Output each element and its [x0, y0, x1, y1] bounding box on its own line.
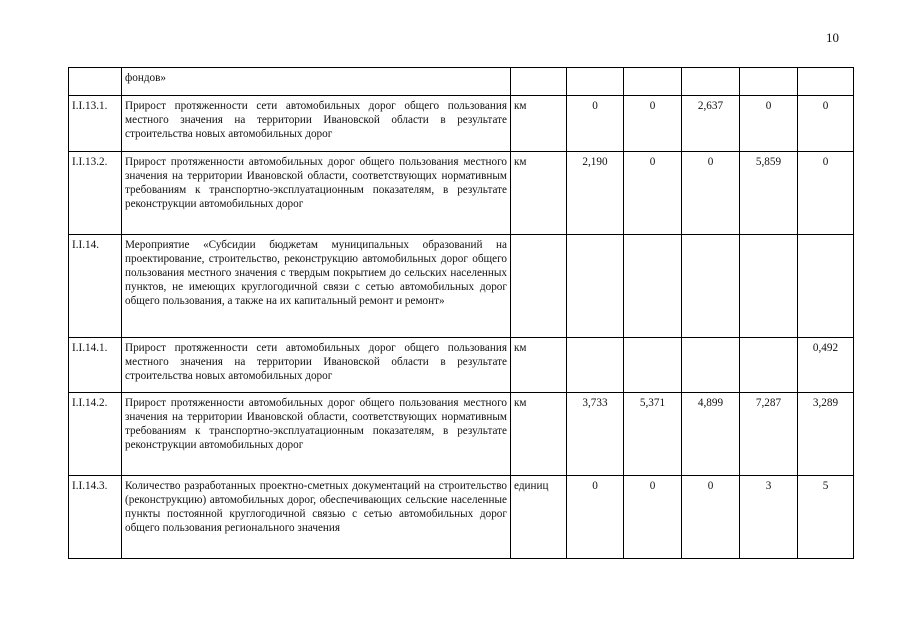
row-value: 0 — [567, 476, 624, 559]
row-value — [740, 68, 798, 96]
row-value — [682, 235, 740, 338]
row-value — [567, 235, 624, 338]
row-value: 0 — [682, 152, 740, 235]
row-value: 7,287 — [740, 393, 798, 476]
row-unit: единиц — [511, 476, 567, 559]
row-value — [740, 235, 798, 338]
row-name: фондов» — [122, 68, 511, 96]
row-name: Прирост протяженности сети автомобильных дорог общего пользования местного значения на территории Ивановской области в результате строительства новых автомобильных дорог — [122, 338, 511, 393]
row-code: I.I.14.3. — [69, 476, 122, 559]
row-value: 0 — [624, 96, 682, 152]
table-row — [69, 96, 854, 152]
row-value: 0 — [567, 96, 624, 152]
row-value: 2,190 — [567, 152, 624, 235]
row-code — [69, 68, 122, 96]
row-value — [624, 235, 682, 338]
row-value: 0 — [624, 152, 682, 235]
row-value — [624, 338, 682, 393]
row-unit: км — [511, 96, 567, 152]
table-row — [69, 68, 854, 96]
row-value: 4,899 — [682, 393, 740, 476]
row-value: 0,492 — [798, 338, 854, 393]
page-number: 10 — [826, 30, 839, 45]
row-value — [624, 68, 682, 96]
row-name: Прирост протяженности сети автомобильных дорог общего пользования местного значения на территории Ивановской области в результате строительства новых автомобильных дорог — [122, 96, 511, 152]
table-row — [69, 338, 854, 393]
row-value: 0 — [798, 96, 854, 152]
row-value: 0 — [740, 96, 798, 152]
row-value — [682, 68, 740, 96]
row-value: 5 — [798, 476, 854, 559]
indicators-table — [68, 67, 854, 559]
row-name: Прирост протяженности автомобильных дорог общего пользования местного значения на территории Ивановской области, соответствующих нормативным требованиям к транспортно-эксплуатационным показателям, в результате реконструкции автомобильных дорог — [122, 393, 511, 476]
row-value — [798, 68, 854, 96]
row-value — [740, 338, 798, 393]
row-value — [567, 338, 624, 393]
row-unit: км — [511, 338, 567, 393]
row-value: 0 — [682, 476, 740, 559]
table-row — [69, 476, 854, 559]
row-name: Прирост протяженности автомобильных дорог общего пользования местного значения на территории Ивановской области, соответствующих нормативным требованиям к транспортно-эксплуатационным показателям, в результате реконструкции автомобильных дорог — [122, 152, 511, 235]
row-value: 3,289 — [798, 393, 854, 476]
row-unit — [511, 68, 567, 96]
row-name: Количество разработанных проектно-сметных документаций на строительство (реконструкцию) автомобильных дорог, обеспечивающих сельские населенные пункты постоянной круглогодичной связью с сетью автомобильных дорог общего пользования регионального значения — [122, 476, 511, 559]
row-value: 3,733 — [567, 393, 624, 476]
row-value — [567, 68, 624, 96]
row-code: I.I.14.1. — [69, 338, 122, 393]
table-row — [69, 152, 854, 235]
row-value: 5,371 — [624, 393, 682, 476]
row-unit: км — [511, 393, 567, 476]
row-code: I.I.13.2. — [69, 152, 122, 235]
table-row — [69, 235, 854, 338]
row-value: 0 — [624, 476, 682, 559]
row-name: Мероприятие «Субсидии бюджетам муниципальных образований на проектирование, строительство, реконструкцию автомобильных дорог общего пользования местного значения с твердым покрытием до сельских населенных пунктов, не имеющих круглогодичной связи с сетью автомобильных дорог общего пользования, а также на их капитальный ремонт и ремонт» — [122, 235, 511, 338]
row-value — [798, 235, 854, 338]
table-row — [69, 393, 854, 476]
row-value: 0 — [798, 152, 854, 235]
row-value — [682, 338, 740, 393]
row-unit — [511, 235, 567, 338]
row-value: 2,637 — [682, 96, 740, 152]
row-code: I.I.13.1. — [69, 96, 122, 152]
row-value: 3 — [740, 476, 798, 559]
row-unit: км — [511, 152, 567, 235]
row-code: I.I.14.2. — [69, 393, 122, 476]
row-code: I.I.14. — [69, 235, 122, 338]
row-value: 5,859 — [740, 152, 798, 235]
